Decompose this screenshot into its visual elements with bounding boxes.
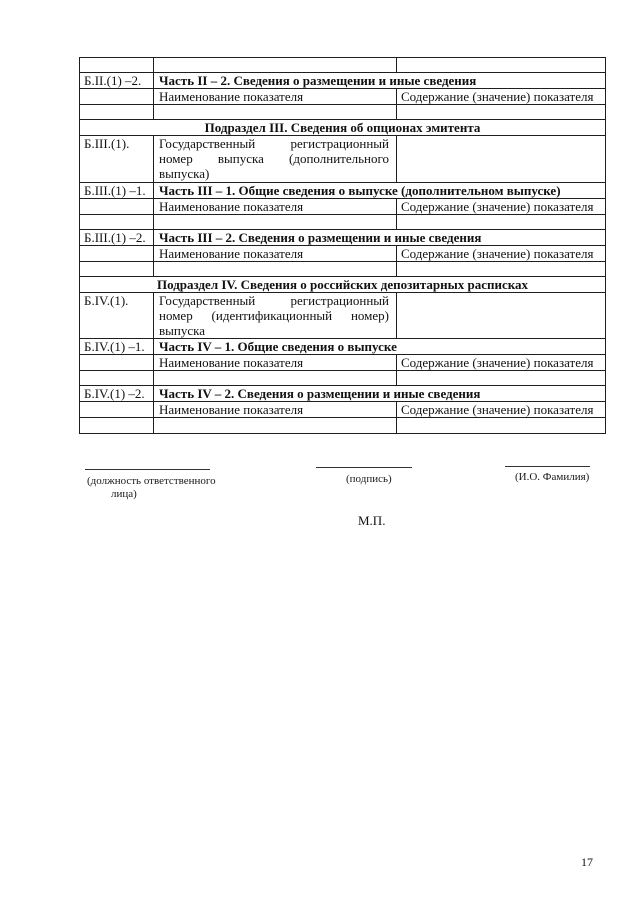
empty-row (80, 105, 606, 120)
indicator-name-header: Наименование показателя (154, 246, 397, 262)
indicator-name-header: Наименование показателя (154, 199, 397, 215)
indicator-name-header: Наименование показателя (154, 89, 397, 105)
empty-cell (80, 215, 154, 230)
empty-cell (154, 371, 397, 386)
part-row (80, 230, 606, 246)
part-title-cell: Часть IV – 1. Общие сведения о выпуске (154, 339, 606, 355)
column-header-row (80, 355, 606, 371)
column-header-row (80, 246, 606, 262)
registration-label-line: выпуска (159, 323, 205, 338)
empty-row (80, 58, 606, 73)
section-code-cell: Б.IV.(1) –1. (80, 339, 154, 355)
signature-line (316, 467, 412, 468)
registration-label-cell (154, 136, 397, 183)
section-code-cell: Б.II.(1) –2. (80, 73, 154, 89)
part-title-cell: Часть III – 2. Сведения о размещении и иные сведения (154, 230, 606, 246)
empty-row (80, 371, 606, 386)
registration-row (80, 293, 606, 339)
column-header-row (80, 199, 606, 215)
empty-cell (154, 105, 397, 120)
empty-cell (154, 58, 397, 73)
registration-label-line: номер (идентификационный номер) (159, 308, 389, 323)
empty-cell (154, 262, 397, 277)
page-number: 17 (581, 855, 593, 869)
part-title-cell: Часть IV – 2. Сведения о размещении и иные сведения (154, 386, 606, 402)
disclosure-table (79, 57, 606, 434)
indicator-value-header: Содержание (значение) показателя (397, 402, 606, 418)
indicator-value-header: Содержание (значение) показателя (397, 199, 606, 215)
empty-row (80, 262, 606, 277)
part-row (80, 183, 606, 199)
subsection-row (80, 277, 606, 293)
registration-label-line: Государственный регистрационный (159, 136, 389, 151)
registration-value-cell (397, 293, 606, 339)
registration-label-line: Государственный регистрационный (159, 293, 389, 308)
part-row (80, 339, 606, 355)
empty-cell (397, 418, 606, 434)
empty-cell (80, 89, 154, 105)
section-code-cell: Б.III.(1). (80, 136, 154, 183)
column-header-row (80, 89, 606, 105)
empty-cell (154, 418, 397, 434)
empty-cell (154, 215, 397, 230)
empty-cell (80, 58, 154, 73)
stamp-placeholder: М.П. (358, 513, 386, 528)
column-header-row (80, 402, 606, 418)
subsection-title: Подраздел IV. Сведения о российских депозитарных расписках (80, 277, 606, 293)
empty-row (80, 418, 606, 434)
indicator-name-header: Наименование показателя (154, 402, 397, 418)
registration-row (80, 136, 606, 183)
name-caption: (И.О. Фамилия) (515, 471, 590, 483)
indicator-value-header: Содержание (значение) показателя (397, 246, 606, 262)
subsection-row (80, 120, 606, 136)
empty-cell (397, 371, 606, 386)
empty-cell (80, 371, 154, 386)
empty-cell (397, 58, 606, 73)
empty-cell (80, 262, 154, 277)
position-caption-line-1: (должность ответственного (87, 475, 216, 487)
part-title-cell: Часть II – 2. Сведения о размещении и иные сведения (154, 73, 606, 89)
empty-cell (80, 246, 154, 262)
part-row (80, 386, 606, 402)
indicator-value-header: Содержание (значение) показателя (397, 89, 606, 105)
section-code-cell: Б.III.(1) –2. (80, 230, 154, 246)
name-signature-line (505, 466, 590, 467)
empty-cell (397, 262, 606, 277)
empty-cell (80, 199, 154, 215)
position-caption-line-2: лица) (111, 488, 137, 500)
part-row (80, 73, 606, 89)
section-code-cell: Б.IV.(1) –2. (80, 386, 154, 402)
indicator-value-header: Содержание (значение) показателя (397, 355, 606, 371)
empty-row (80, 215, 606, 230)
position-signature-line (85, 469, 210, 470)
registration-label-cell (154, 293, 397, 339)
empty-cell (80, 402, 154, 418)
subsection-title: Подраздел III. Сведения об опционах эмитента (80, 120, 606, 136)
signature-caption: (подпись) (346, 473, 392, 485)
empty-cell (80, 418, 154, 434)
registration-value-cell (397, 136, 606, 183)
part-title-cell: Часть III – 1. Общие сведения о выпуске (дополнительном выпуске) (154, 183, 606, 199)
section-code-cell: Б.III.(1) –1. (80, 183, 154, 199)
registration-label-line: номер выпуска (дополнительного (159, 151, 389, 166)
empty-cell (80, 105, 154, 120)
empty-cell (80, 355, 154, 371)
section-code-cell: Б.IV.(1). (80, 293, 154, 339)
empty-cell (397, 105, 606, 120)
empty-cell (397, 215, 606, 230)
indicator-name-header: Наименование показателя (154, 355, 397, 371)
registration-label-line: выпуска) (159, 166, 210, 181)
